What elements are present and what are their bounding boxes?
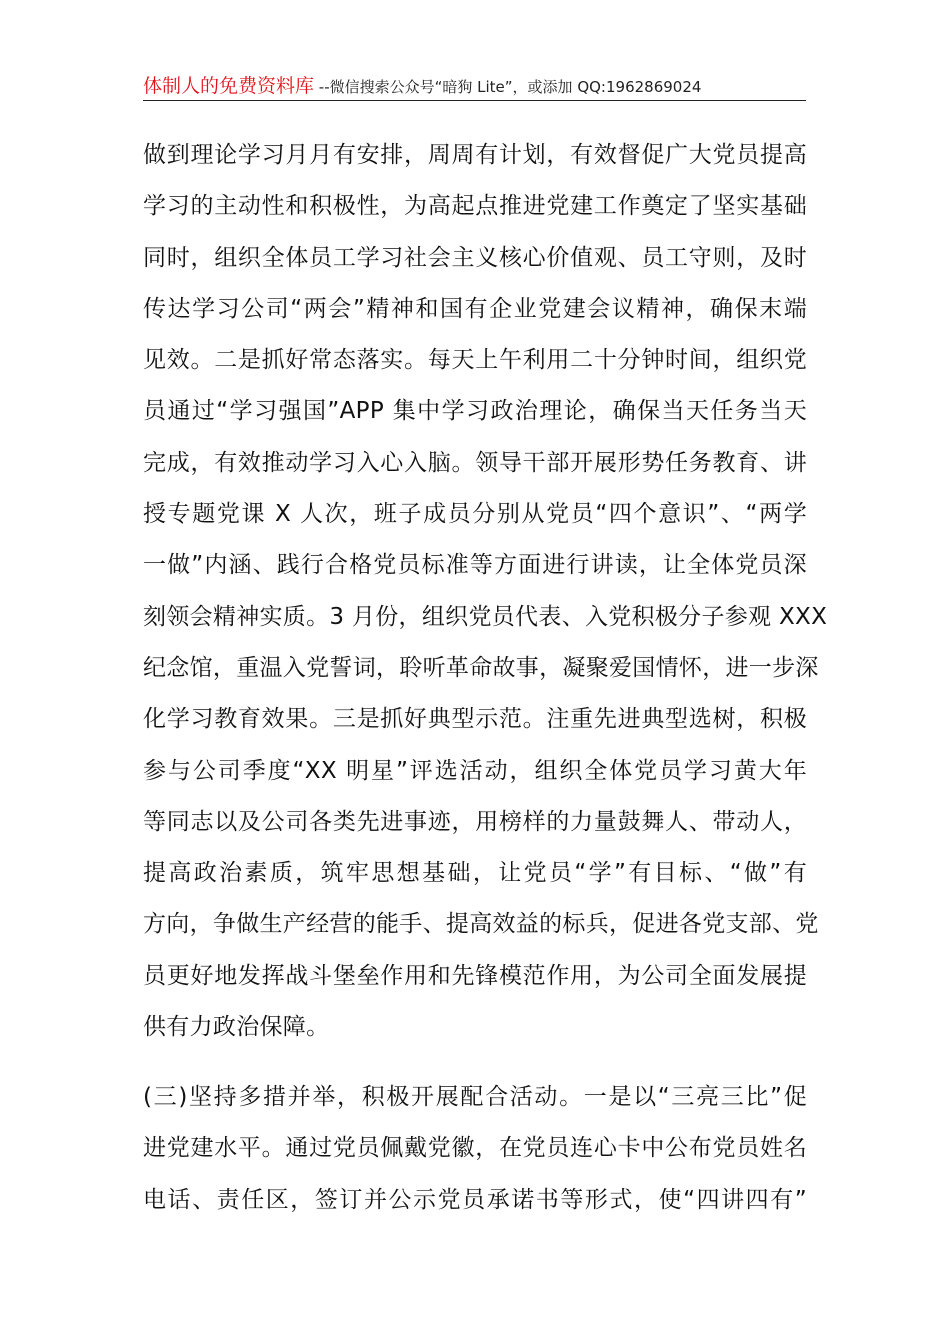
text-line: 化学习教育效果。三是抓好典型示范。注重先进典型选树，积极 [143,706,807,733]
text-line: 见效。二是抓好常态落实。每天上午利用二十分钟时间，组织党 [143,347,807,374]
text-line: 传达学习公司“两会”精神和国有企业党建会议精神，确保末端 [143,295,807,322]
text-line: 刻领会精神实质。3 月份，组织党员代表、入党积极分子参观 XXX [143,603,828,630]
text-line: 方向，争做生产经营的能手、提高效益的标兵，促进各党支部、党 [143,911,819,938]
body-paragraph-1 [143,130,828,1053]
text-line: 授专题党课 X 人次，班子成员分别从党员“四个意识”、“两学 [143,501,807,528]
text-line: (三)坚持多措并举，积极开展配合活动。一是以“三亮三比”促 [143,1084,807,1110]
page-header [143,72,806,101]
text-line: 进党建水平。通过党员佩戴党徽，在党员连心卡中公布党员姓名 [143,1135,807,1162]
body-paragraph-2 [143,1072,807,1226]
text-line: 学习的主动性和积极性，为高起点推进党建工作奠定了坚实基础 [143,193,807,220]
text-line: 完成，有效推动学习入心入脑。领导干部开展形势任务教育、讲 [143,449,807,476]
text-line: 提高政治素质，筑牢思想基础，让党员“学”有目标、“做”有 [143,860,807,887]
text-line: 纪念馆，重温入党誓词，聆听革命故事，凝聚爱国情怀，进一步深 [143,654,819,681]
header-contact: --微信搜索公众号“暗狗 Lite”，或添加 QQ:1962869024 [314,78,702,96]
text-line: 员更好地发挥战斗堡垒作用和先锋模范作用，为公司全面发展提 [143,962,807,989]
text-line: 参与公司季度“XX 明星”评选活动，组织全体党员学习黄大年 [143,757,807,784]
text-line: 员通过“学习强国”APP 集中学习政治理论，确保当天任务当天 [143,398,807,425]
text-line: 做到理论学习月月有安排，周周有计划，有效督促广大党员提高 [143,142,807,168]
header-brand: 体制人的免费资料库 [143,75,315,97]
text-line: 一做”内涵、践行合格党员标准等方面进行讲读，让全体党员深 [143,552,807,579]
text-line: 同时，组织全体员工学习社会主义核心价值观、员工守则，及时 [143,244,807,271]
text-line: 等同志以及公司各类先进事迹，用榜样的力量鼓舞人、带动人， [143,808,807,835]
text-line: 供有力政治保障。 [143,1014,330,1041]
text-line: 电话、责任区，签订并公示党员承诺书等形式，使“四讲四有” [143,1186,807,1213]
